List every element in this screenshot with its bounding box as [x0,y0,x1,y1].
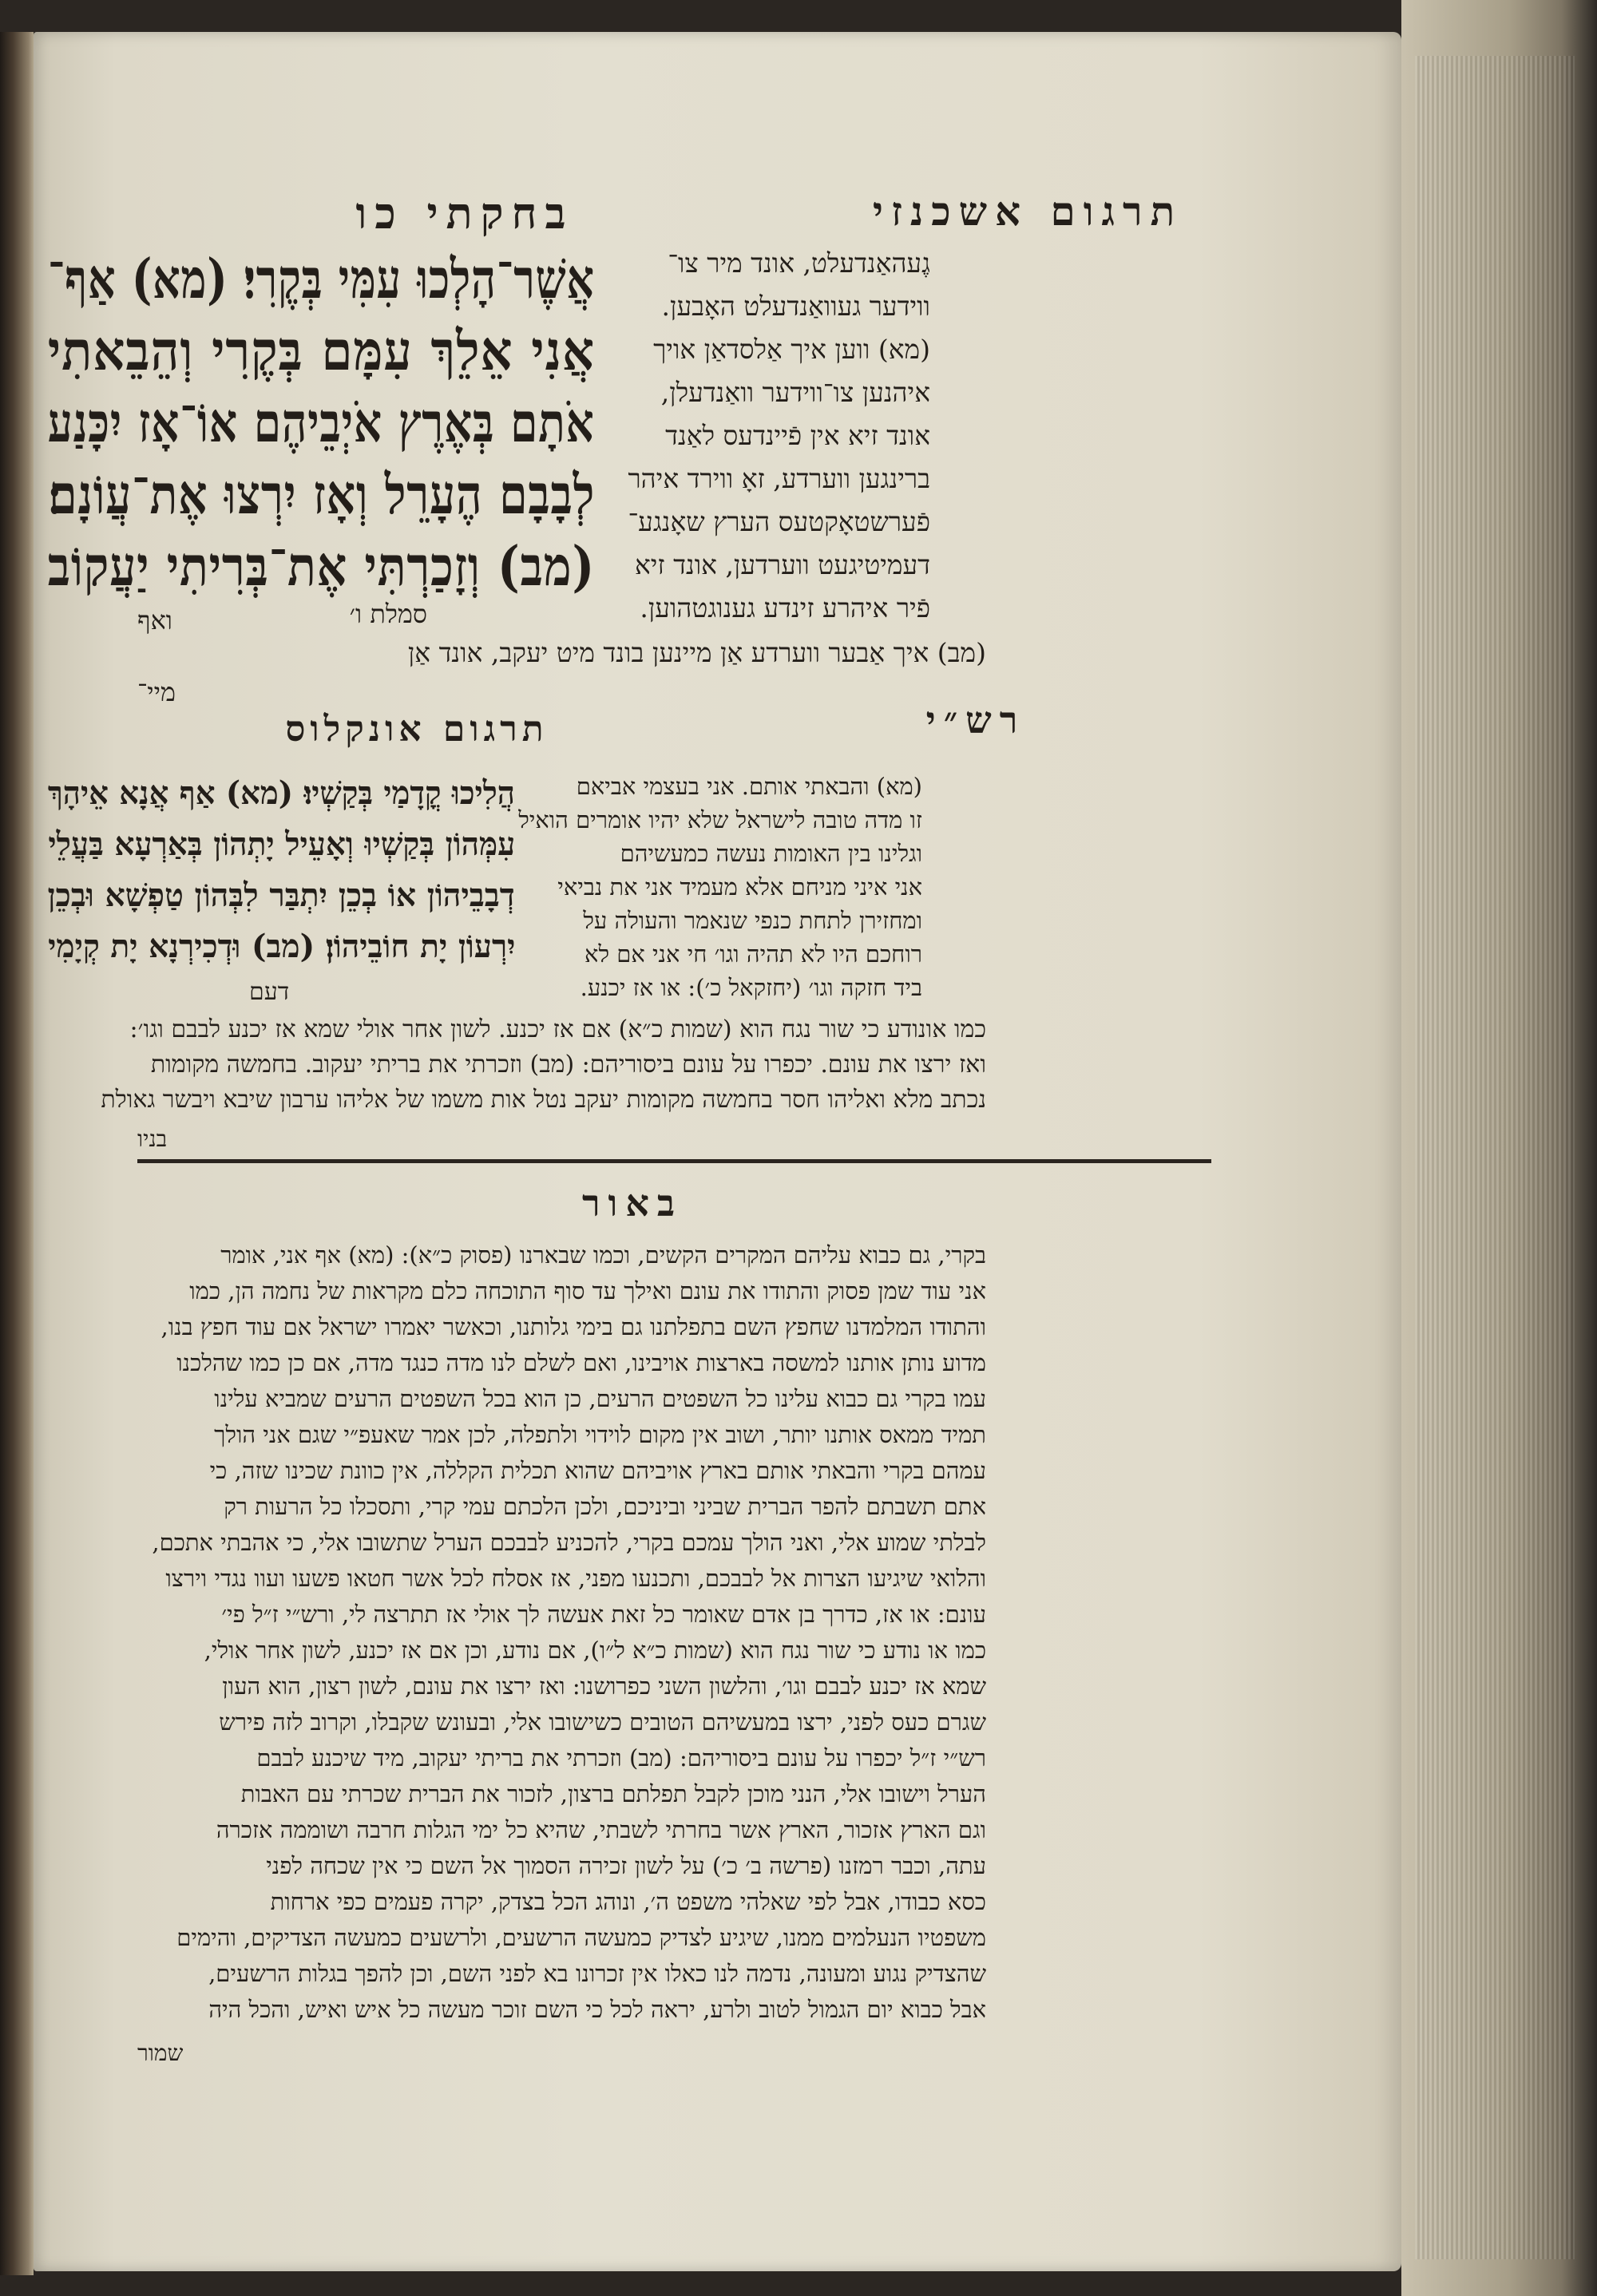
verse-line: אֹתָם בְּאֶרֶץ אֹיְבֵיהֶם אוֹ־אָז יִכָּנַע [48,391,595,455]
biur-line: כסא כבודו, אבל לפי שאלהי משפט ה׳, ונוהג הכל בצדק, יקרה פעמים כפי ארחות [270,1888,986,1915]
rashi-continuation: נכתב מלא ואליהו חסר בחמשה מקומות יעקב נטל אות משמו של אליהו ערבון שיבא ויבשר גאולת [101,1086,986,1114]
page-edges [1415,56,1575,2259]
rashi-line: וגלינו בין האומות נעשה כמעשיהם [620,840,922,867]
yiddish-continuation: (מב) איך אַבער ווערדע אַן מיינען בונד מיט יעקב, אונד אַן [407,637,986,668]
biur-line: כמו או נודע כי שור נגח הוא (שמות כ״א ל״ו), אם נודע, וכן אם אז יכנע, לשון אחר אולי, [204,1637,986,1664]
biur-line: לבלתי שמוע אלי, ואני הולך עמכם בקרי, להכניע לבבכם הערל שתשובו אלי, כי אהבתי אתכם, [152,1529,986,1556]
left-page-edge [0,32,34,2275]
biur-line: בקרי, גם כבוא עליהם המקרים הקשים, וכמו שבארנו (פסוק כ״א): (מא) אף אני, אומר [220,1241,986,1269]
onkelos-title: תרגום אונקלוס [285,709,549,750]
yiddish-catchword: מיי־ [137,677,176,707]
biur-line: מדוע נותן אותנו למשסה בארצות אויבינו, ואם לשלם לנו מדה כנגד מדה, אם כן כמו שהלכנו [176,1349,986,1376]
biur-line: אתם תשבתם להפר הברית שביני וביניכם, ולכן הלכתם עמי קרי, ותסכלו כל הרעות רק [224,1493,986,1520]
verse-catchword: ואף [137,605,172,635]
yiddish-line: איהנען צו־ווידער וואַנדעלן, [660,377,930,408]
rashi-title: רש״י [925,699,1026,742]
biur-line: תמיד ממאס אותנו יותר, ושוב אין מקום לוידוי ולתפלה, לכן אמר שאעפ״י שגם אני הולך [214,1421,986,1448]
yiddish-line: פֿערשטאָקטעס הערץ שאָנגע־ [628,506,930,537]
biur-title: באור [581,1182,684,1225]
rashi-line: ומחזירן לתחת כנפי שנאמר והעולה על [583,907,922,934]
rashi-catchword: בניו [137,1126,168,1152]
biur-line: רש״י ז״ל יכפרו על עונם ביסוריהם: (מב) וזכרתי את בריתי יעקוב, מיד שיכנע לבבם [256,1744,986,1771]
biur-line: שגרם כעס לפני, ירצו במעשיהם הטובים כשישובו אלי, ובעונש שקבלו, וקרוב לזה פירש [219,1708,986,1736]
verse-line: לְבָבָם הֶעָרֵל וְאָז יִרְצוּ אֶת־עֲוֹנָם׃ [48,463,595,527]
rashi-line: (מא) והבאתי אותם. אני בעצמי אביאם [576,773,922,800]
biur-line: וגם הארץ אזכור, הארץ אשר בחרתי לשבתי, שהיא כל ימי הגלות חרבה ושוממה אזכרה [216,1816,986,1843]
rashi-line: זו מדה טובה לישראל שלא יהיו אומרים הואיל [518,806,922,833]
verse-line: (מב) וְזָכַרְתִּי אֶת־בְּרִיתִי יַעֲקוֹב [47,535,595,599]
rashi-continuation: ואז ירצו את עונם. יכפרו על עונם ביסוריהם: (מב) וזכרתי את בריתי יעקוב. בחמשה מקומות [150,1051,986,1079]
yiddish-line: אונד זיא אין פֿיינדעס לאַנד [665,420,930,451]
biur-line: והלואי שיגיעו הצרות אל לבבכם, ותכנעו מפני, אז אסלח לכל אשר חטאו פשעו ועוו נגדי וירצו [165,1565,986,1592]
book-page [34,32,1401,2271]
biur-line: עונם: או אז, כדרך בן אדם שאומר כל זאת אעשה לך אולי אז תתרצה לי, ורש״י ז״ל פי׳ [221,1601,986,1628]
section-divider [137,1159,1211,1163]
onkelos-line: עִמְּהוֹן בְּקַשְׁיוּ וְאָעֵיל יָתְהוֹן בְּאַרְעָא בַּעֲלֵי [48,825,515,863]
biur-line: עמהם בקרי והבאתי אותם בארץ אויביהם שהוא תכלית הקללה, אין כוונת שכינו שזה, כי [209,1457,986,1484]
onkelos-line: יִרְעוֹן יָת חוֹבֵיהוֹן׃ (מב) וּדְכִירְנָא יָת קְיָמִי [47,928,515,965]
yiddish-line: גֶעהאַנדעלט, אונד מיר צו־ [668,247,930,279]
rashi-line: רוחכם היו לא תהיה וגו׳ חי אני אם לא [585,940,922,968]
page-block [1401,0,1597,2296]
yiddish-line: (מא) ווען איך אַלסדאַן אויך [653,334,930,365]
rashi-line: אני איני מניחם אלא מעמיד אני את נביאי [557,873,922,901]
rashi-line: ביד חזקה וגו׳ (יחזקאל כ׳): או אז יכנע. [580,974,922,1001]
yiddish-line: ווידער געוואַנדעלט האָבען. [661,291,930,322]
verse-line: אֲשֶׁר־הָלְכוּ עִמִּי בְּקֶרִי׃ (מא) אַף־ [48,247,595,311]
onkelos-catchword: דעם [249,978,290,1006]
yiddish-line: פֿיר איהרע זינדע גענוגטהוען. [640,592,930,623]
biur-line: אבל כבוא יום הגמול לטוב ולרע, יראה לכל כי השם זוכר מעשה כל איש ואיש, והכל היה [208,1996,986,2023]
yiddish-line: דעמיטיגעט ווערדען, אונד זיא [634,549,930,580]
page-header-right: תרגום אשכנזי [872,188,1183,235]
verse-line: אֲנִי אֵלֵךְ עִמָּם בְּקֶרִי וְהֵבֵאתִי [47,319,595,383]
verse-note: סמלת ו׳ [349,599,427,629]
biur-line: שמא אז יכנע לבבם וגו׳, והלשון השני כפרושנו: ואז ירצו את עונם, לשון רצון, הוא העון [222,1673,986,1700]
biur-line: עתה, וכבר רמזנו (פרשה ב׳ כ׳) על לשון זכירה הסמוך אל השם כי אין שכחה לפני [266,1852,986,1879]
rashi-continuation: כמו אונודע כי שור נגח הוא (שמות כ״א) אם אז יכנע. לשון אחר אולי שמא אז יכנע לבבם וגו׳: [129,1015,986,1043]
biur-line: אני עוד שמן פסוק והתודו את עונם ואילך עד סוף התוכחה כלם מקראות של נחמה הן, כמו [189,1277,986,1304]
biur-catchword: שמור [137,2040,184,2066]
biur-line: הערל וישובו אלי, הנני מוכן לקבל תפלתם ברצון, לזכור את הברית שכרתי עם האבות [240,1780,986,1807]
onkelos-line: דְבָבֵיהוֹן אוֹ בְכֵן יִתְבַּר לִבְּהוֹן טַפְשָׁא וּבְכֵן [47,877,515,914]
yiddish-line: ברינגען ווערדע, זאָ ווירד איהר [628,463,930,494]
onkelos-line: הֲלִיכוּ קֳדָמַי בְּקַשְׁיוּ׃ (מא) אַף אֲנָא אֵיהָךְ [47,774,515,812]
biur-line: והתודו המלמדנו שחפץ השם בתפלתנו גם בימי גלותנו, וכאשר יאמרו ישראל אם עוד חפץ בנו, [160,1313,986,1340]
page-header-left: בחקתי כו [355,188,574,239]
biur-line: משפטיו הנעלמים ממנו, שיגיע לצדיק כמעשה הרשעים, ולרשעים כמעשה הצדיקים, והימים [176,1924,986,1951]
biur-line: שהצדיק נגוע ומעונה, נדמה לנו כאלו אין זכרונו בא לפני השם, וכן להפך בגלות הרשעים, [208,1960,986,1987]
biur-line: עמו בקרי גם כבוא עלינו כל השפטים הרעים, כן הוא בכל השפטים הרעים שמביא עלינו [214,1385,986,1412]
